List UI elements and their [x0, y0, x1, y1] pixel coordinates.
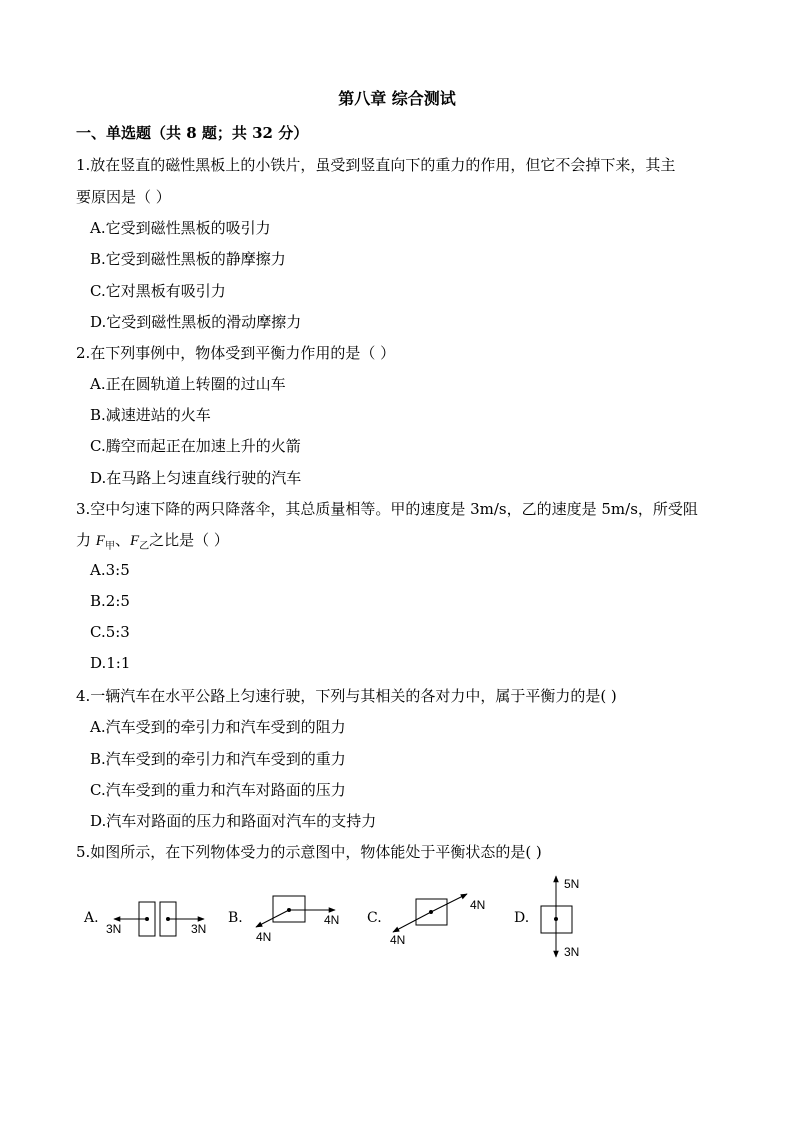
figure-b-label: B.: [228, 910, 243, 926]
question-3-text: 3.空中匀速下降的两只降落伞，其总质量相等。甲的速度是 3m/s，乙的速度是 5m/s，所受阻: [76, 500, 698, 518]
question-4-option-d: D.汽车对路面的压力和路面对汽车的支持力: [90, 812, 377, 830]
question-3-separator: 、: [114, 531, 130, 549]
question-1-option-b: B.它受到磁性黑板的静摩擦力: [90, 250, 286, 268]
question-3-option-b: B.2:5: [90, 592, 130, 610]
question-3-text-cont: [76, 529, 229, 552]
force-diagram-figure: [76, 870, 636, 970]
figure-c-left-force: 4N: [390, 933, 406, 947]
section-heading: 一、单选题（共 8 题；共 32 分）: [76, 124, 309, 142]
figure-d-label: D.: [514, 910, 530, 926]
figure-c-arrow-left: [393, 912, 431, 932]
figure-c-label: C.: [367, 910, 382, 926]
question-3-suffix: 之比是（ ）: [149, 531, 229, 549]
page-title: 第八章 综合测试: [338, 89, 456, 108]
figure-d-down-force: 3N: [564, 945, 580, 959]
question-2-text: 2.在下列事例中，物体受到平衡力作用的是（ ）: [76, 344, 396, 362]
force-symbol-f-jia: F: [95, 533, 105, 549]
figure-a-label: A.: [84, 910, 99, 926]
figure-c-arrow-right: [431, 894, 467, 912]
force-subscript-jia: 甲: [104, 541, 115, 552]
figure-a-left-force: 3N: [106, 922, 122, 936]
figure-b-right-force: 4N: [324, 913, 340, 927]
question-1-option-a: A.它受到磁性黑板的吸引力: [90, 219, 271, 237]
question-3-option-d: D.1:1: [90, 654, 131, 672]
question-3-option-a: A.3:5: [90, 561, 130, 579]
question-3-prefix: 力: [76, 531, 96, 549]
question-1-option-d: D.它受到磁性黑板的滑动摩擦力: [90, 313, 302, 331]
question-4-option-b: B.汽车受到的牵引力和汽车受到的重力: [90, 750, 346, 768]
question-4-text: 4.一辆汽车在水平公路上匀速行驶，下列与其相关的各对力中，属于平衡力的是( ): [76, 687, 617, 705]
figure-d-up-force: 5N: [564, 877, 580, 891]
question-5-text: 5.如图所示，在下列物体受力的示意图中，物体能处于平衡状态的是( ): [76, 843, 542, 861]
question-4-option-a: A.汽车受到的牵引力和汽车受到的阻力: [90, 718, 346, 736]
force-symbol-f-yi: F: [129, 533, 140, 549]
question-2-option-a: A.正在圆轨道上转圈的过山车: [90, 375, 286, 393]
figure-option-c: [367, 894, 485, 947]
question-4-option-c: C.汽车受到的重力和汽车对路面的压力: [90, 781, 346, 799]
figure-option-b: [228, 896, 339, 944]
figure-option-a: [83, 902, 206, 936]
figure-c-right-force: 4N: [470, 898, 486, 912]
question-1-option-c: C.它对黑板有吸引力: [90, 282, 226, 300]
question-2-option-c: C.腾空而起正在加速上升的火箭: [90, 437, 301, 455]
question-1-text: 1.放在竖直的磁性黑板上的小铁片，虽受到竖直向下的重力的作用，但它不会掉下来，其主: [76, 156, 676, 174]
question-2-option-b: B.减速进站的火车: [90, 406, 211, 424]
figure-option-d: [514, 876, 579, 959]
question-3-option-c: C.5:3: [90, 623, 130, 641]
force-subscript-yi: 乙: [139, 541, 150, 552]
figure-a-right-force: 3N: [191, 922, 207, 936]
question-1-text-cont: 要原因是（ ）: [76, 188, 171, 206]
question-2-option-d: D.在马路上匀速直线行驶的汽车: [90, 469, 302, 487]
figure-b-left-force: 4N: [256, 930, 272, 944]
